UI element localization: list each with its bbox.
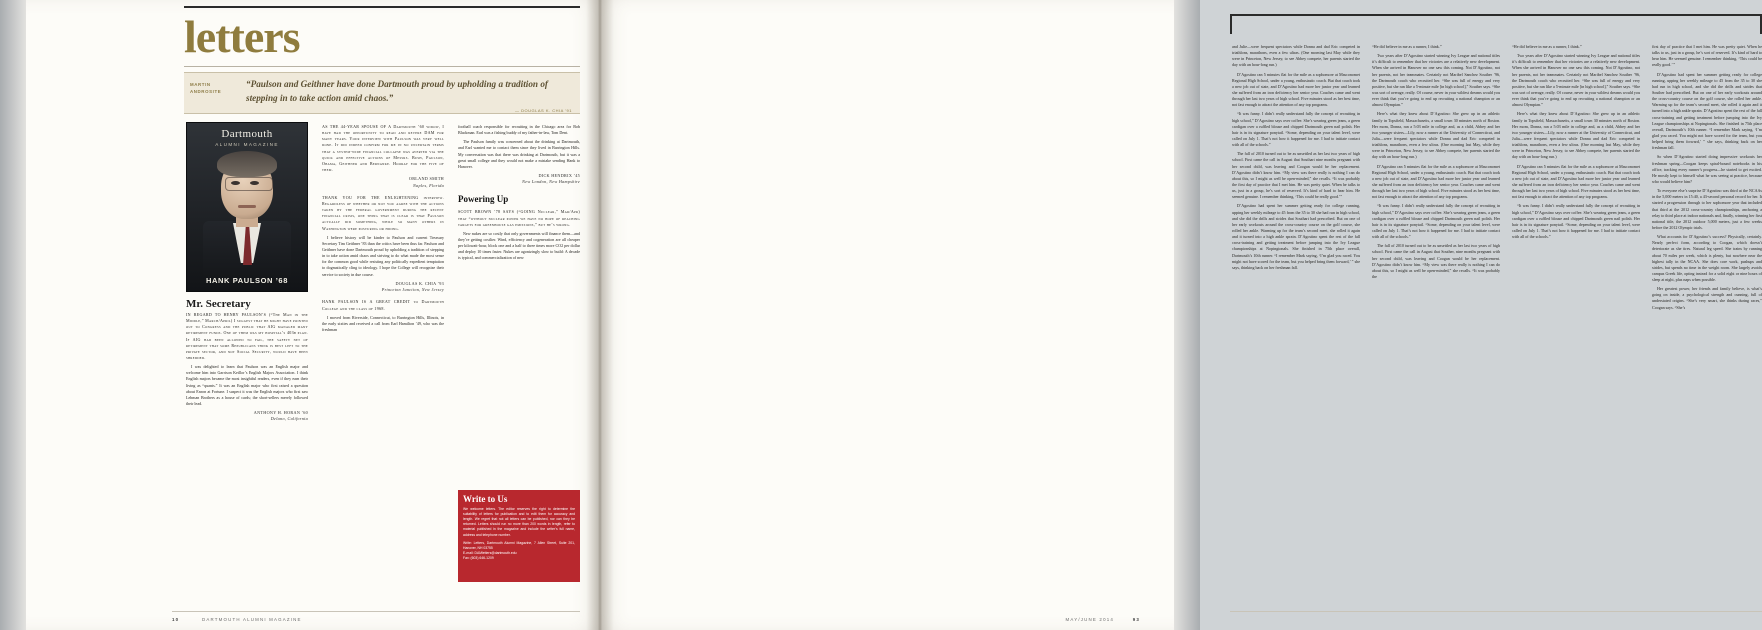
portrait-eye-left: [231, 181, 240, 185]
left-footer-text: DARTMOUTH ALUMNI MAGAZINE: [202, 617, 302, 622]
article-heading: Mr. Secretary: [186, 298, 251, 310]
paragraph: The fall of 2010 turned out to be as unsettled as her last two years of high school. First came the call in August that Southart nine months pregnant with her second child, was leaving and Coogan would be her replacement. D’Agostino didn’t know him. “My view was there really is nothing I can do about this, so I might as well be open-minded,” she recalls. “It was probably the first day of practice that I met him. He was pretty quiet. When he talks to us, just in a group, he’s sort of reserved. It’s kind of hard to hear him. He seemed genuine. I remember thinking, ‘This could be really good.’”: [1232, 151, 1360, 200]
paragraph: Here’s what they knew about D’Agostino: She grew up in an athletic family in Topsfield, Massachusetts, a small town 30 minutes north of Boston. Her mom, Donna, ran a 5:03 mile in college and, as a child, Abbey and her two younger sisters—Lily, now a runner at the University of Connecticut, and Julia—were frequent spectators while Donna and dad Eric competed in triathlons, marathons, even a few ultras. (One morning last May, while they were in Princeton, New Jersey, to see Abbey compete, her parents started the day with an hour-long run.): [1372, 111, 1500, 160]
letter-signature: [458, 173, 580, 186]
write-to-us-title: Write to Us: [463, 494, 508, 504]
paragraph: IN REGARD TO HENRY PAULSON’S (“The Man in the Middle,” March/April) I suggest that he might have pointed out to Congress and the public that AIG managed many retirement funds. One of them was my hospital’s 403b plan. If AIG had been allowed to fail, the safety net of retirement that some Republicans think is best left to the private sector, and not Social Security, would have been shredded.: [186, 312, 308, 360]
paragraph: D’Agostino ran 5 minutes flat for the mile as a sophomore at Masconomet Regional High School, under a young, enthusiastic coach. But that coach took a new job out of state, and D’Agostino had more her junior year and learned she suffered from an iron deficiency her senior year. Coaches came and went through her last two years of high school. Five minutes stood as her best time, not fast enough to attract the attention of any top programs.: [1512, 163, 1640, 200]
paragraph: Two years after D’Agostino started winning Ivy League and national titles it’s difficult to remember that her victories are a relatively new development. When she arrived in Hanover no one saw this coming. Not D’Agostino, not her parents, not her teammates. Certainly not Maribel Sanchez Souther ’96, the Dartmouth coach who recruited her. “She was full of energy and very positive, but she ran like a 5-minute mile [in high school],” Souther says. “She was sort of average, really. Of course, never in your wildest dreams would you ever think that you’re going to end up recruiting a national champion or an almost Olympian.”: [1512, 53, 1640, 108]
paragraph: So when D’Agostino started doing impressive workouts her freshman spring—Coogan keeps spiral-bound notebooks in his office, tracking every runner’s progress—he started to get excited. He mostly kept to himself what he was seeing at practice, because who would believe him?: [1652, 154, 1762, 184]
left-column-2: [322, 124, 444, 580]
signature-place: Princeton Junction, New Jersey: [381, 287, 444, 293]
write-to-us-address: Write: Letters, Dartmouth Alumni Magazine, 7 Allen Street, Suite 201, Hanover, NH 03755: [463, 540, 575, 550]
paragraph: “It was funny. I didn’t really understand fully the concept of recruiting in high school,” D’Agostino says over coffee. She’s wearing green jeans, a green cardigan over a ruffled blouse and chipped Dartmouth green nail polish. Her hair is in its signature ponytail. “Some, depending on your talent level, were called on July 1. That’s not how it happened for me. I had to initiate contact with all of the schools.”: [1372, 203, 1500, 240]
write-to-us-box: [458, 490, 580, 582]
letter-signature: [322, 176, 444, 189]
paragraph: D’Agostino ran 5 minutes flat for the mile as a sophomore at Masconomet Regional High School, under a young, enthusiastic coach. But that coach took a new job out of state, and D’Agostino had more her junior year and learned she suffered from an iron deficiency her senior year. Coaches came and went through her last two years of high school. Five minutes stood as her best time, not fast enough to attract the attention of any top programs.: [1232, 71, 1360, 108]
page-edge-right: [1172, 0, 1200, 630]
signature-place: New London, New Hampshire: [522, 179, 580, 185]
right-footer-text: MAY/JUNE 2014: [1065, 617, 1114, 622]
right-top-rule-tick-left: [1230, 14, 1232, 34]
paragraph: first day of practice that I met him. He was pretty quiet. When he talks to us, just in a group, he’s sort of reserved. It’s kind of hard to hear him. He seemed genuine. I remember thinking, ‘This could be really good.’ ”: [1652, 44, 1762, 68]
signature-name: ORLAND SMITH: [408, 176, 444, 182]
signature-name: ANTHONY H. HORAN ’60: [253, 410, 308, 416]
spread-gutter: [586, 0, 614, 630]
signature-name: DICK HENDRIX ’45: [538, 172, 580, 178]
paragraph: Here’s what they knew about D’Agostino: She grew up in an athletic family in Topsfield, Massachusetts, a small town 30 minutes north of Boston. Her mom, Donna, ran a 5:03 mile in college and, as a child, Abbey and her two younger sisters—Lily, now a runner at the University of Connecticut, and Julia—were frequent spectators while Donna and dad Eric competed in triathlons, marathons, even a few ultras. (One morning last May, while they were in Princeton, New Jersey, to see Abbey compete, her parents started the day with an hour-long run.): [1512, 111, 1640, 160]
paragraph: SCOTT BROWN ’78 SAYS (“GOING Nuclear,” Mar/Apr) that “without nuclear power we have no hope of reaching targets for greenhouse gas emissions,” but he’s wrong.: [458, 209, 580, 227]
cover-subtitle: ALUMNI MAGAZINE: [215, 142, 279, 147]
portrait-mouth: [238, 205, 256, 208]
paragraph: What accounts for D’Agostino’s success? Physically, certainly. Nearly perfect form, according to Coogan, which doesn’t deteriorate as she tires. Natural leg speed. She trains by running about 70 miles per week, which is plenty, but nowhere near the highest tally in the NCAA. She does core work, pushups and strides, but spends no time in the weight room. She largely avoids campus Greek life, opting instead for a solid eight or nine hours of sleep at night, plus naps when possible.: [1652, 234, 1762, 283]
page-edge-left: [0, 0, 28, 630]
section-heading: Powering Up: [458, 193, 509, 204]
right-column-4: [1652, 44, 1762, 584]
letter-signature: [186, 410, 308, 423]
masthead-rule: [184, 6, 580, 8]
masthead-underrule: [184, 66, 580, 67]
signature-place: Naples, Florida: [412, 182, 444, 188]
signature-place: Delano, California: [270, 416, 308, 422]
right-top-rule: [1230, 14, 1762, 16]
right-page: [600, 0, 1762, 630]
paragraph: D’Agostino ran 5 minutes flat for the mile as a sophomore at Masconomet Regional High School, under a young, enthusiastic coach. But that coach took a new job out of state, and D’Agostino had more her junior year and learned she suffered from an iron deficiency her senior year. Coaches came and went through her last two years of high school. Five minutes stood as her best time, not fast enough to attract the attention of any top programs.: [1372, 163, 1500, 200]
paragraph: “He did believe in me as a runner, I think.”: [1372, 44, 1442, 49]
paragraph: The fall of 2010 turned out to be as unsettled as her last two years of high school. First came the call in August that Souther, nine months pregnant with her second child, was leaving and Coogan would be her replacement. D’Agostino didn’t know him. “My view was there really is nothing I can do about this, so I might as well be open-minded,” she recalls. “It was probably the: [1372, 243, 1500, 279]
paragraph: To everyone else’s surprise D’Agostino was third at the NCAAs in the 5,000 meters in 15:40, a 43-second personal record for her. It started a progression through to her sophomore year that included that third at the 2012 cross-country championships, anchoring a relay to third place at indoor nationals and, finally, winning her first national title, the 2012 outdoor 5,000 meters, just a few weeks before the 2012 Olympic trials.: [1652, 188, 1762, 230]
cover-portrait: [205, 153, 289, 275]
portrait-eye-right: [250, 181, 259, 185]
signature-name: DOUGLAS K. CHIA ’93: [395, 280, 444, 286]
paragraph: HANK PAULSON IS A GREAT CREDIT to Dartmouth College and the class of 1968.: [322, 299, 444, 311]
paragraph: I was delighted to learn that Paulson was an English major and welcome him into Garrison Keillor’s English Majors Association. I think English majors became the most insightful readers, even if they earn their living as “quants.” It was an English major who first raised a question about Enron at Fortune. I suspect it was the English majors who first saw Lehman Brothers as a house of cards; the short-sellers merely followed their lead.: [186, 364, 308, 406]
paragraph: I moved from Riverside, Connecticut, to Barrington Hills, Illinois, in the early sixties and received a call from Earl Hamilton ’49, who was the freshman: [322, 314, 444, 333]
left-column-3: [458, 124, 580, 484]
cover-person-name: HANK PAULSON ’68: [206, 276, 288, 285]
write-to-us-email[interactable]: E-mail: DAMletters@dartmouth.edu: [463, 550, 517, 555]
letter-signature: [322, 281, 444, 294]
paragraph: AS THE 44-YEAR SPOUSE OF A Dartmouth ’60 widow, I have had the opportunity to read and revere DAM for many years. Your interview with Paulson was very well done. It did indeed confirm for me in no uncertain terms that a system-wide financial collapse was averted via the quick and effective actions of Messrs. Bush, Paulson, Obama, Geithner and Bernanke. Hooray for the five of them.: [322, 124, 444, 172]
left-page: [26, 0, 600, 630]
right-top-rule-tick-right: [1760, 14, 1762, 34]
paragraph: Her greatest power, her friends and family believe, is what’s going on inside, a psychological strength and cunning, full of understated origins. “She’s very smart, she thinks during races,” Coogan says. “She’s: [1652, 286, 1762, 310]
page-title: letters: [184, 11, 300, 62]
left-page-number: 10: [172, 617, 180, 622]
paragraph: D’Agostino had spent her summer getting ready for college running, upping her weekly mileage to 45 from the 35 to 30 she had run in high school, and she did the drills and strides that Southart had prescribed. But on one of her early workouts around the cross-country course on the golf course, she rolled her ankle. Warming up for the team’s second meet, she rolled it again and it turned into a high ankle sprain. D’Agostino spent the rest of the fall cross-training and getting treatment before jumping into the Ivy League championships at Nopingtonals. She finished in 75th place overall, Dartmouth’s 10th runner. “I remember Mark saying, ‘I’m glad you raced. You might not have scored for the team, but you helped bring them forward,’ ” she says, thinking back on her freshman fall.: [1232, 203, 1360, 270]
paragraph: D’Agostino had spent her summer getting ready for college running, upping her weekly mileage to 45 from the 35 to 30 she had run in high school, and she did the drills and strides that Souther had prescribed. But on one of her early workouts around the cross-country course on the golf course, she rolled her ankle. Warming up for the team’s second meet, she rolled it again and it turned into a high ankle sprain. D’Agostino spent the rest of the fall cross-training and getting treatment before jumping into the Ivy League championships at Nopingtonals. She finished in 75th place overall, Dartmouth’s 10th runner. “I remember Mark saying, ‘I’m glad you raced. You might not have scored for the team, but you helped bring them forward,’ ” she says, thinking back on her freshman fall.: [1652, 71, 1762, 151]
left-column-1: [186, 312, 308, 580]
paragraph: New nukes are so costly that only governments will finance them—and they’re getting costlier. Wind, efficiency and cogeneration are all cheaper per kilowatt-hour, block one and a half to three times more CO2 per dollar and deploy 10 times faster. Nukes are agonizingly slow to build: A decade is typical, and commercialization of new: [458, 230, 580, 261]
right-column-3: [1512, 44, 1640, 584]
paragraph: The Paulson family was concerned about the drinking at Dartmouth, and Earl wanted me to contact them since they lived in Barrington Hills. My conversation was that there was drinking at Dartmouth, but it was a great small college and they would not make a mistake sending Hank to Hanover.: [458, 139, 580, 169]
right-footer-rule: [1230, 611, 1762, 612]
paragraph: football coach responsible for recruiting in the Chicago area for Bob Blackman. Earl was a fishing buddy of my father-in-law, Tom Dent.: [458, 124, 580, 136]
write-to-us-body: We welcome letters. The editor reserves the right to determine the suitability of letters for publication and to edit them for accuracy and length. We regret that not all letters can be published, nor can they be returned. Letters should run no more than 200 words in length, refer to material published in the magazine and include the writer’s full name, address and telephone number.: [463, 507, 575, 537]
left-footer-rule: [172, 611, 580, 612]
paragraph: “It was funny. I didn’t really understand fully the concept of recruiting in high school,” D’Agostino says over coffee. She’s wearing green jeans, a green cardigan over a ruffled blouse and chipped Dartmouth green nail polish. Her hair is in its signature ponytail. “Some, depending on your talent level, were called on July 1. That’s not how it happened for me. I had to initiate contact with all of the schools.”: [1512, 203, 1640, 240]
magazine-cover-image: [186, 122, 308, 292]
portrait-hair: [217, 151, 277, 177]
pull-quote-attribution: — DOUGLAS K. CHIA ’91: [515, 108, 572, 113]
pull-quote-text: “Paulson and Geithner have done Dartmouth proud by upholding a tradition of stepping in to take action amid chaos.”: [246, 79, 548, 103]
write-to-us-fax: Fax: (603) 646-1209: [463, 555, 494, 560]
paragraph: “It was funny. I didn’t really understand fully the concept of recruiting in high school,” D’Agostino says over coffee. She’s wearing green jeans, a green cardigan over a ruffled blouse and chipped Dartmouth green nail polish. Her hair is in its signature ponytail. “Some, depending on your talent level, were called on July 1. That’s not how it happened for me. I had to initiate contact with all of the schools.”: [1232, 111, 1360, 148]
paragraph: Two years after D’Agostino started winning Ivy League and national titles it’s difficult to remember that her victories are a relatively new development. When she arrived in Hanover no one saw this coming. Not D’Agostino, not her parents, not her teammates. Certainly not Maribel Sanchez Souther ’96, the Dartmouth coach who recruited her. “She was full of energy and very positive, but she ran like a 5-minute mile [in high school],” Souther says. “She was sort of average, really. Of course, never in your wildest dreams would you ever think that you’re going to end up recruiting a national champion or an almost Olympian.”: [1372, 53, 1500, 108]
paragraph: “He did believe in me as a runner, I think.”: [1512, 44, 1582, 49]
right-page-number: 93: [1132, 617, 1140, 622]
right-column-2: [1372, 44, 1500, 584]
pull-quote-box: [184, 72, 580, 114]
right-column-1: [1232, 44, 1360, 584]
pull-quote-kicker: MARTIN ANDROSITE: [190, 82, 222, 94]
paragraph: THANK YOU FOR THE ENLIGHTENING interview. Regardless of whether or not you agree with the actions taken by the federal government during the recent financial crisis, one thing that is clear is that Paulson actually did something, while so many others in Washington were posturing or hiding.: [322, 194, 444, 231]
paragraph: and Julie—were frequent spectators while Donna and dad Eric competed in triathlons, marathons, even a few ultras. (One morning last May while they were in Princeton, New Jersey, to see Abbey compete, her parents started the day with an hour-long run.): [1232, 44, 1360, 68]
cover-title: Dartmouth: [221, 128, 273, 140]
paragraph: I believe history will be kinder to Paulson and current Treasury Secretary Tim Geithner ’83 than the critics have been thus far. Paulson and Geithner have done Dartmouth proud by upholding a tradition of stepping in to take action amid chaos and striving to do what made the most sense for the common good while resisting any politically expedient temptation to dogmatically cling to ideology. I hope the College will recognize their service to society in due course.: [322, 234, 444, 277]
